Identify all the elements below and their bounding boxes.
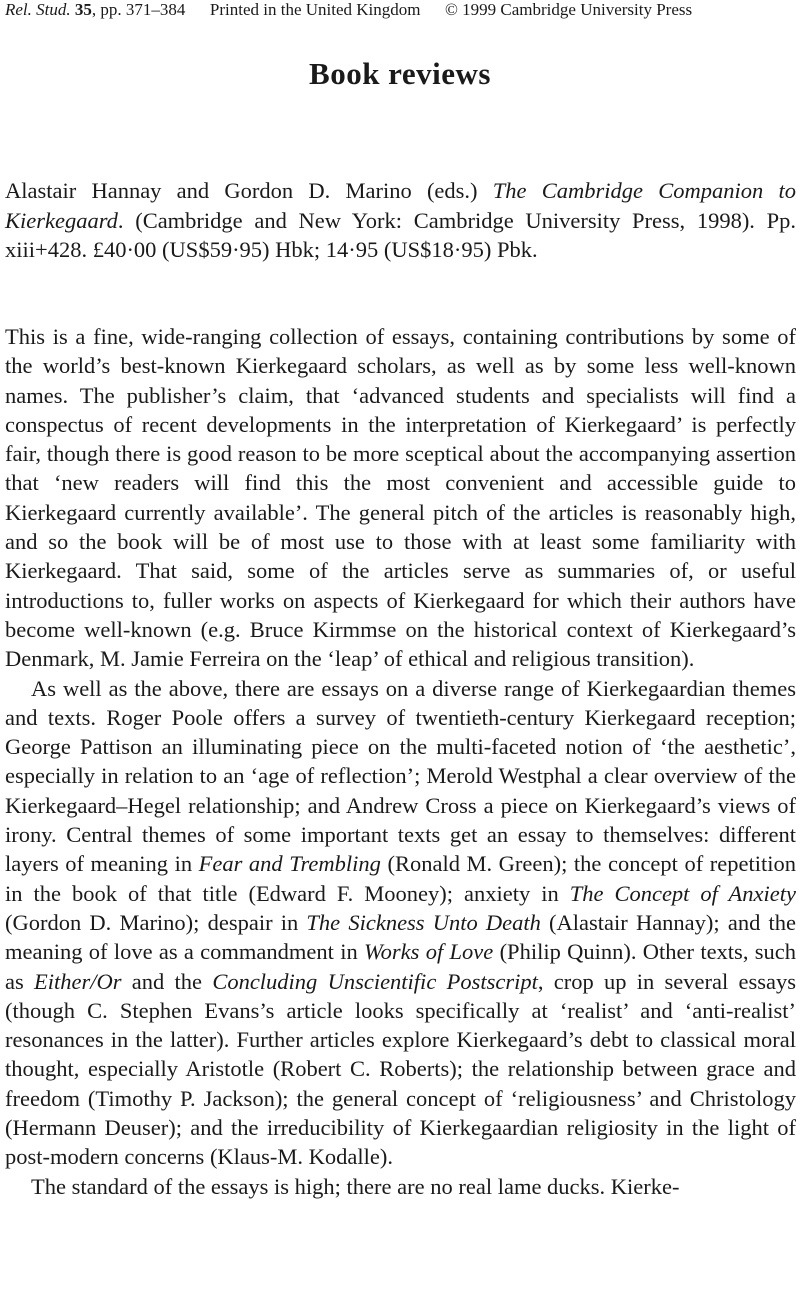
book-title-either-or: Either/Or — [34, 968, 122, 994]
paragraph-1: This is a fine, wide-ranging collection of essays, containing contributions by some of the world’s best-known Kierkegaard scholars, as well as by some less well-known names. The publisher’s claim, that ‘advanced students and specialists will find a conspectus of recent developments in the interpretation of Kierkegaard’ is perfectly fair, though there is good reason to be more sceptical about the accompanying assertion that ‘new readers will find this the most convenient and accessible guide to Kierkegaard currently available’. The general pitch of the articles is reasonably high, and so the book will be of most use to those with at least some familiarity with Kierkegaard. That said, some of the articles serve as summaries of, or useful introductions to, fuller works on aspects of Kierkegaard for which their authors have become well-known (e.g. Bruce Kirmmse on the historical context of Kierkegaard’s Denmark, M. Jamie Ferreira on the ‘leap’ of ethical and religious transition). — [5, 324, 796, 672]
citation-book-title: The Cambridge Companion to Kierkegaard — [5, 178, 796, 233]
book-citation — [5, 176, 796, 265]
paragraph-2: As well as the above, there are essays on a diverse range of Kierkegaardian themes and texts. Roger Poole offers a survey of twentieth-century Kierkegaard reception; George Pattison an illuminating piece on the multi-faceted notion of ‘the aesthetic’, especially in relation to an ‘age of reflection’; Merold Westphal a clear overview of the Kierkegaard–Hegel relationship; and Andrew Cross a piece on Kierkegaard’s views of irony. Central themes of some important texts get an essay to themselves: different layers of meaning in Fear and Trembling (Ronald M. Green); the concept of repetition in the book of that title (Edward F. Mooney); anxiety in The Concept of Anxiety (Gordon D. Marino); despair in The Sickness Unto Death (Alastair Hannay); and the meaning of love as a commandment in Works of Love (Philip Quinn). Other texts, such as Either/Or and the Concluding Unscientific Postscript, crop up in several essays (though C. Stephen Evans’s article looks specifically at ‘realist’ and ‘anti-realist’ resonances in the latter). Further articles explore Kierkegaard’s debt to classical moral thought, especially Aristotle (Robert C. Roberts); the relationship between grace and freedom (Timothy P. Jackson); the general concept of ‘religiousness’ and Christology (Hermann Deuser); and the irreducibility of Kierkegaardian religiosity in the light of post-modern concerns (Klaus-M. Kodalle). — [5, 675, 796, 1170]
volume-number: 35 — [74, 0, 92, 19]
paragraph-3: The standard of the essays is high; there are no real lame ducks. Kierke- — [31, 1173, 680, 1199]
book-title-fear-and-trembling: Fear and Trembling — [198, 851, 381, 877]
page-range: , pp. 371–384 — [91, 0, 186, 19]
citation-editors: Alastair Hannay and Gordon D. Marino (eds.) — [5, 178, 493, 203]
book-title-works-of-love: Works of Love — [364, 939, 494, 965]
review-body — [5, 322, 796, 1201]
printed-note: Printed in the United Kingdom — [209, 0, 421, 19]
running-head — [5, 0, 796, 20]
book-title-sickness-unto-death: The Sickness Unto Death — [306, 909, 541, 935]
copyright-note: © 1999 Cambridge University Press — [444, 0, 693, 19]
book-title-concept-of-anxiety: The Concept of Anxiety — [569, 880, 796, 906]
journal-abbrev: Rel. Stud. — [5, 0, 71, 19]
citation-publication: . (Cambridge and New York: Cambridge University Press, 1998). Pp. xiii+428. £40·00 (US$59·95) Hbk; 14·95 (US$18·95) Pbk. — [5, 207, 796, 262]
book-title-concluding-postscript: Concluding Unscientific Postscript — [212, 968, 538, 994]
page-title: Book reviews — [309, 56, 491, 91]
